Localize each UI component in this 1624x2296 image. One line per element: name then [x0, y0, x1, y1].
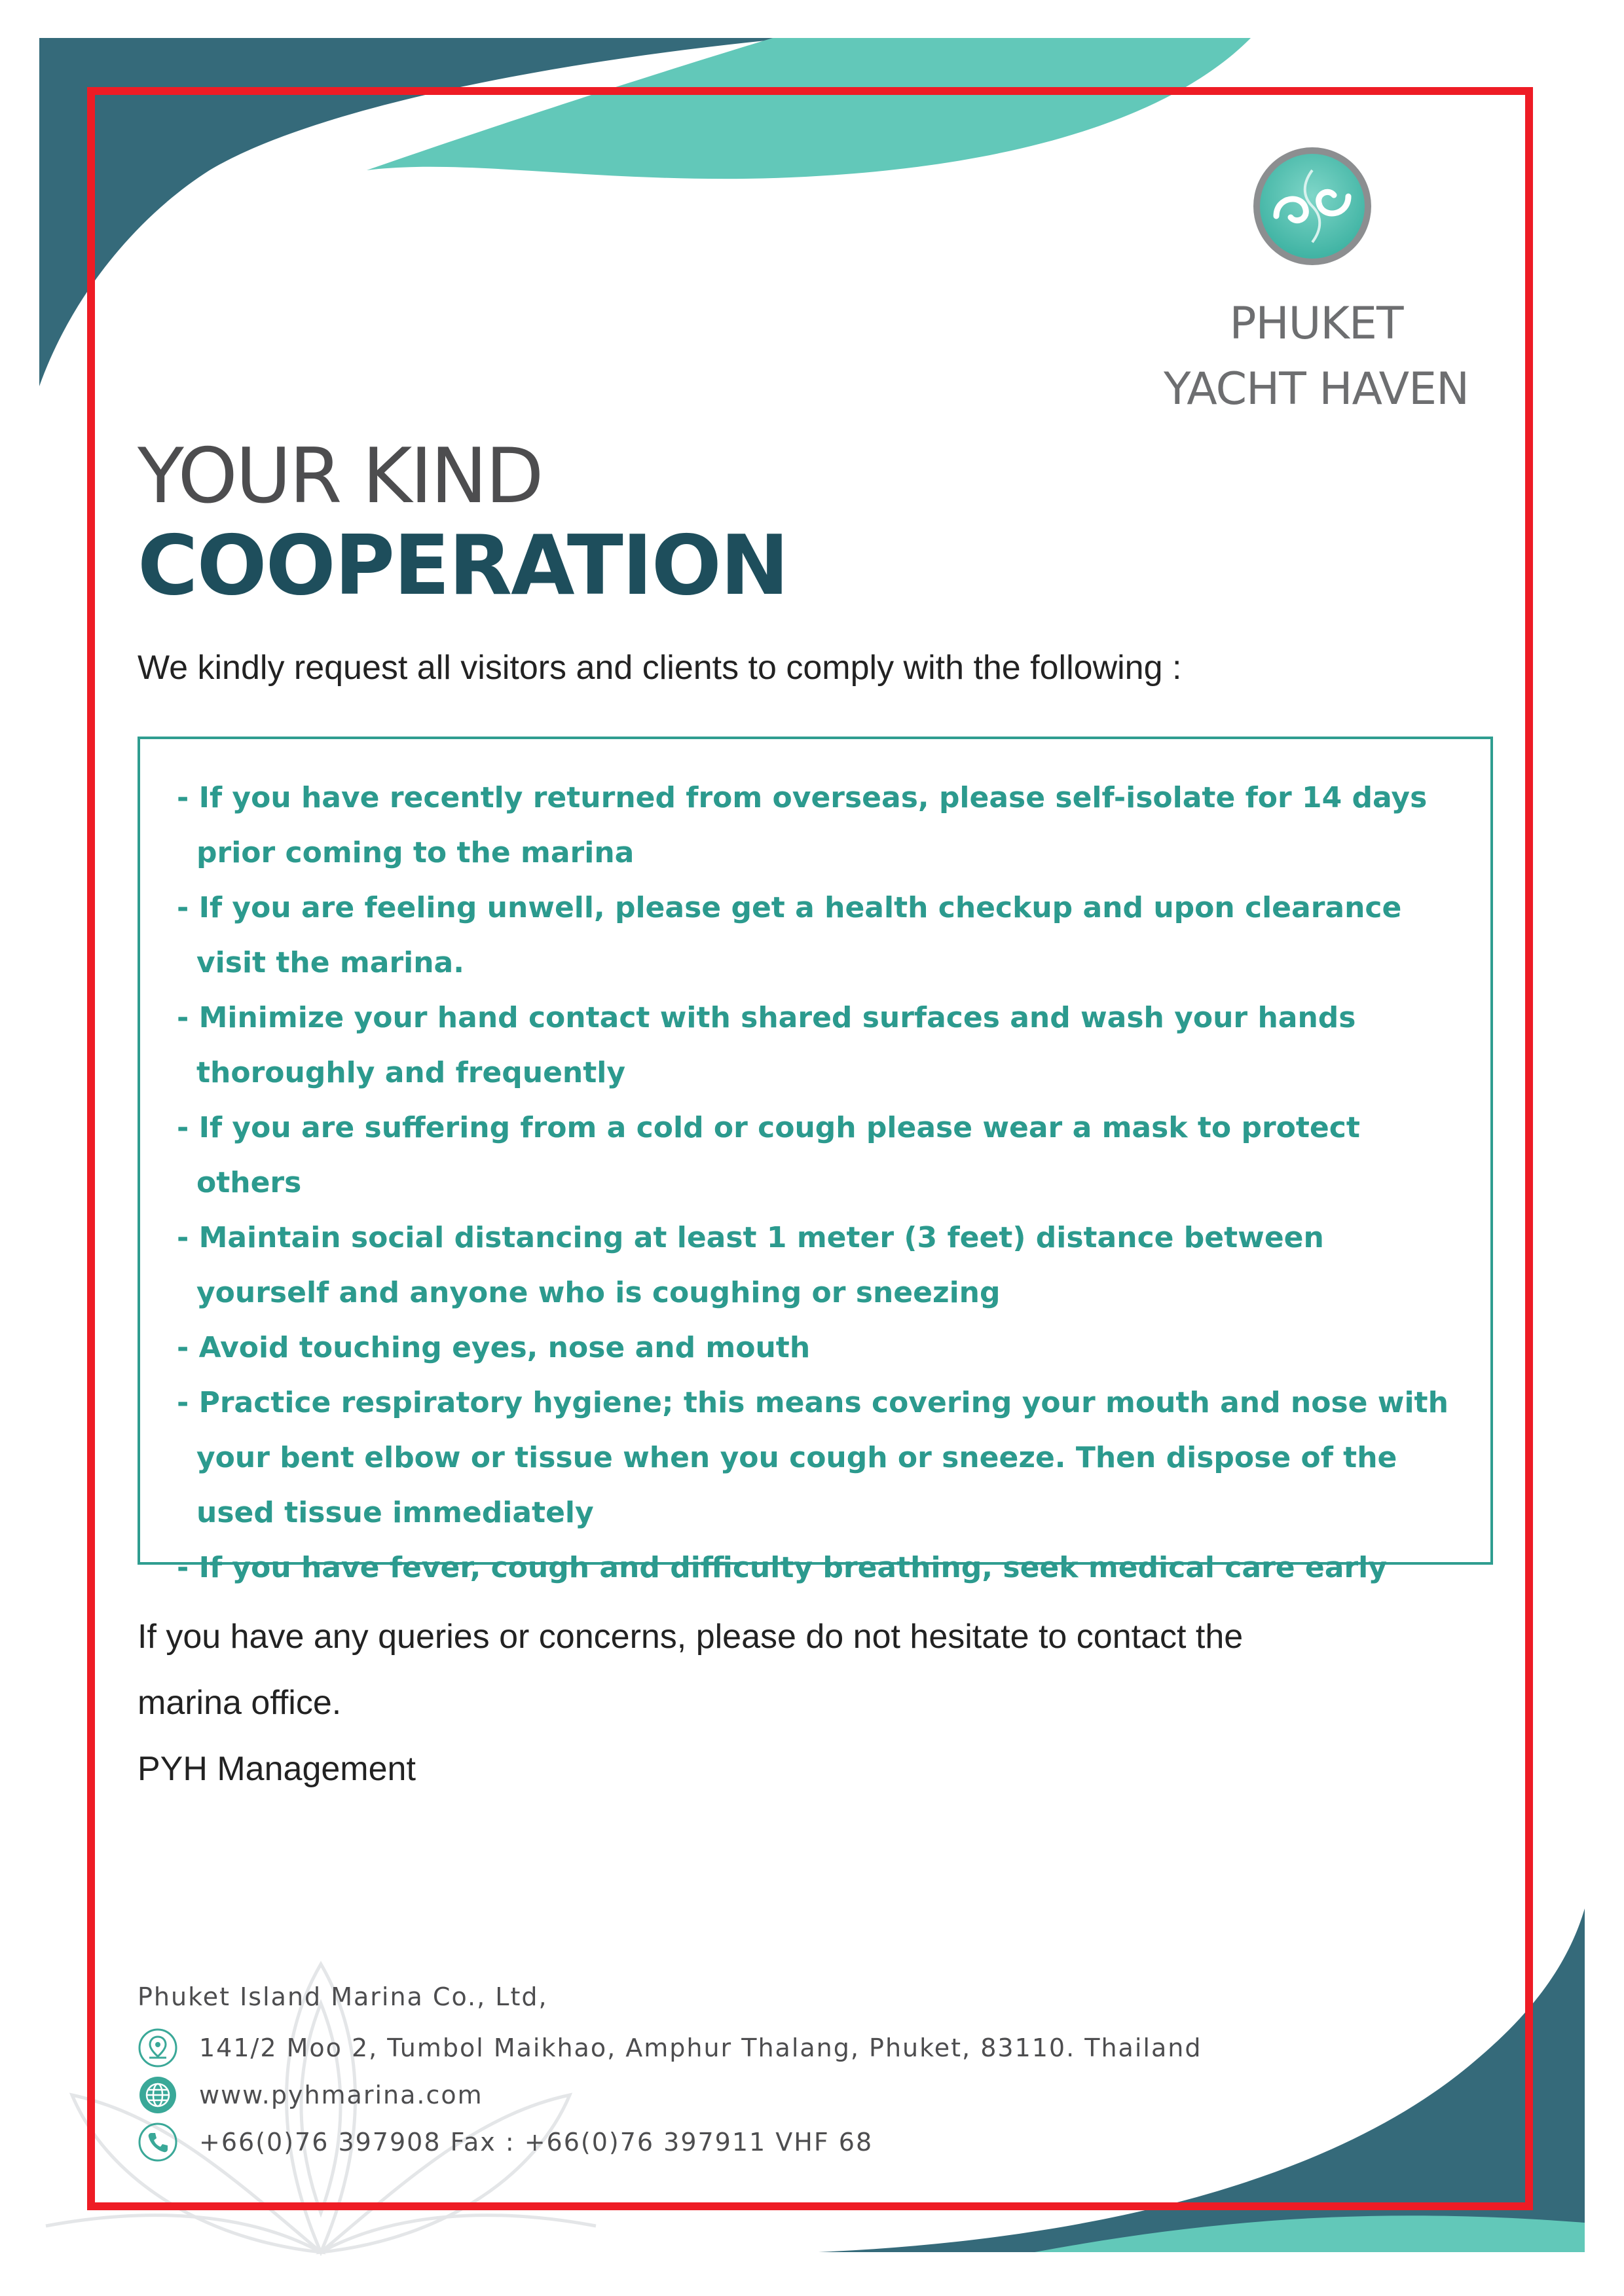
website-link[interactable]: www.pyhmarina.com [199, 2081, 483, 2109]
intro-text: We kindly request all visitors and clients to comply with the following : [138, 649, 1182, 687]
rules-list [177, 771, 1454, 1595]
phuket-yacht-haven-logo-icon [1250, 144, 1375, 268]
phone-text: +66(0)76 397908 Fax : +66(0)76 397911 VHF 68 [199, 2128, 874, 2157]
footer-contact [138, 1977, 1202, 2166]
website-line [138, 2071, 1202, 2119]
location-icon [138, 2028, 178, 2068]
heading-line-1: YOUR KIND [138, 432, 542, 520]
rules-box [138, 737, 1493, 1584]
rule-item: - Maintain social distancing at least 1 meter (3 feet) distance between yourself and anyone who is coughing or sneezing [177, 1221, 1324, 1309]
closing-text: If you have any queries or concerns, please do not hesitate to contact the marina office. [138, 1618, 1244, 1722]
phone-line [138, 2119, 1202, 2166]
signature: PYH Management [138, 1750, 416, 1788]
rule-item: - If you have recently returned from overseas, please self-isolate for 14 days prior coming to the marina [177, 781, 1428, 869]
logo-wordmark [1143, 291, 1490, 422]
address-line [138, 2024, 1202, 2071]
heading-line-2: COOPERATION [138, 517, 788, 613]
rule-item: - If you are suffering from a cold or cough please wear a mask to protect others [177, 1111, 1360, 1199]
rule-item: - Avoid touching eyes, nose and mouth [177, 1331, 811, 1364]
rule-item: - Minimize your hand contact with shared surfaces and wash your hands thoroughly and frequently [177, 1001, 1356, 1089]
company-logo [1143, 144, 1490, 415]
closing-section [138, 1604, 1316, 1802]
address-text: 141/2 Moo 2, Tumbol Maikhao, Amphur Thalang, Phuket, 83110. Thailand [199, 2033, 1202, 2062]
company-name: Phuket Island Marina Co., Ltd, [138, 1982, 548, 2011]
rule-item: - If you have fever, cough and difficulty breathing, seek medical care early [177, 1551, 1387, 1584]
logo-line-1: PHUKET [1229, 298, 1403, 350]
phone-icon [138, 2122, 178, 2162]
rule-item: - If you are feeling unwell, please get a health checkup and upon clearance visit the marina. [177, 891, 1402, 979]
globe-icon [138, 2075, 178, 2115]
rule-item: - Practice respiratory hygiene; this means covering your mouth and nose with your bent elbow or tissue when you cough or sneeze. Then dispose of the used tissue immediately [177, 1386, 1449, 1529]
logo-line-2: YACHT HAVEN [1164, 363, 1469, 415]
